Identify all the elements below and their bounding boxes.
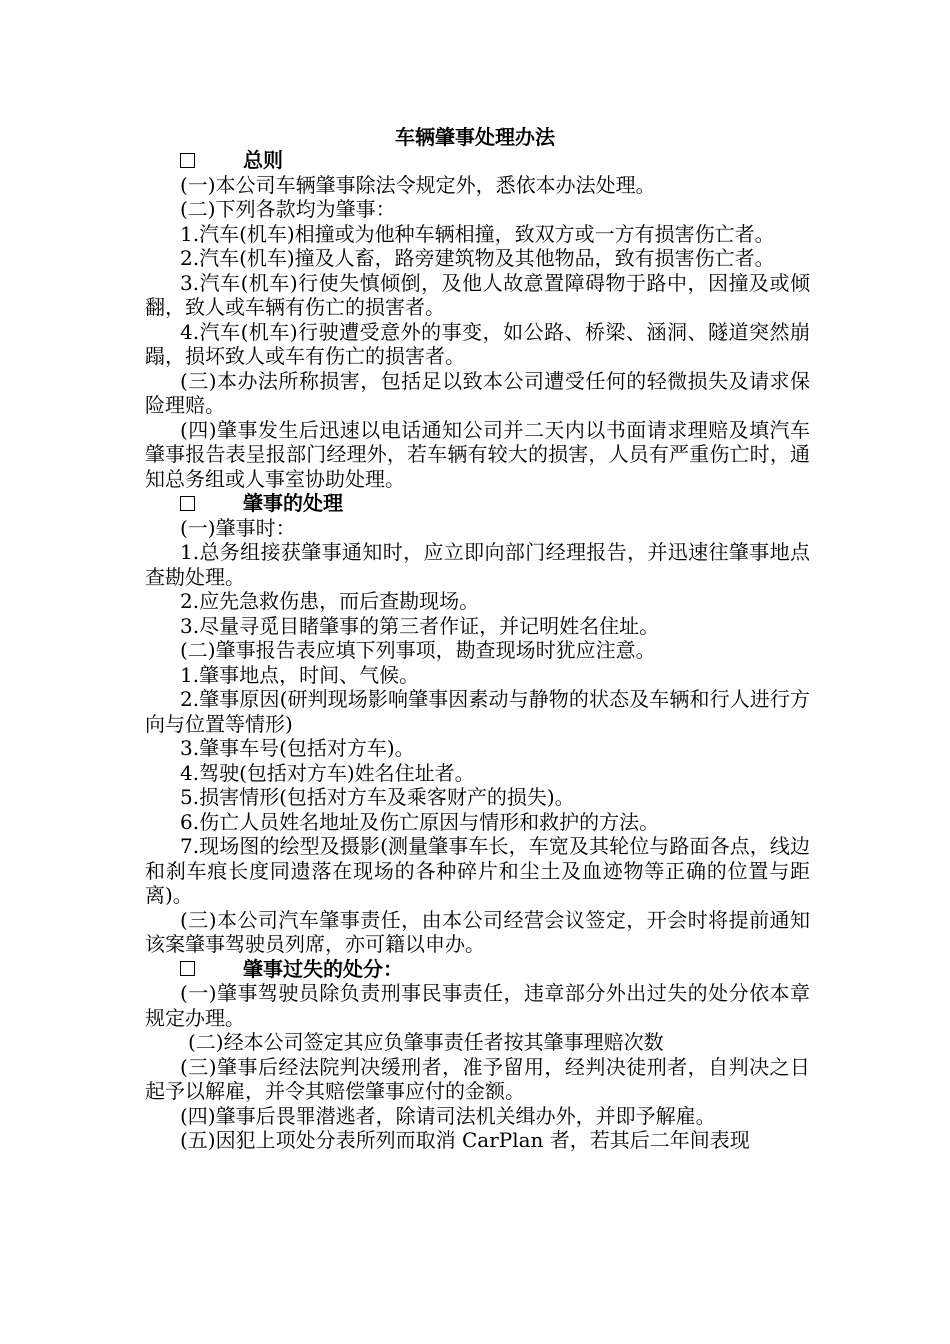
section-heading [145, 148, 810, 173]
paragraph: 3.肇事车号(包括对方车)。 [180, 736, 415, 760]
section-heading-text: 肇事过失的处分： [243, 956, 403, 981]
paragraph: 2.汽车(机车)撞及人畜，路旁建筑物及其他物品，致有损害伤亡者。 [180, 246, 775, 270]
paragraph: 2.肇事原因(研判现场影响肇事因素动与静物的状态及车辆和行人进行方向与位置等情形) [145, 687, 810, 736]
section-heading-text: 总则 [243, 148, 283, 172]
paragraph: (四)肇事发生后迅速以电话通知公司并二天内以书面请求理赔及填汽车肇事报告表呈报部门经理外，若车辆有较大的损害，人员有严重伤亡时，通知总务组或人事室协助处理。 [145, 417, 810, 491]
paragraph: (三)本办法所称损害，包括足以致本公司遭受任何的轻微损失及请求保险理赔。 [145, 368, 810, 417]
section-heading-text: 肇事的处理 [243, 491, 343, 515]
paragraph: (一)肇事时： [180, 515, 296, 540]
paragraph: (二)肇事报告表应填下列事项，勘查现场时犹应注意。 [180, 638, 656, 662]
paragraph: 3.汽车(机车)行使失慎倾倒，及他人故意置障碍物于路中，因撞及或倾翻，致人或车辆有伤亡的损害者。 [145, 270, 810, 319]
checkbox-square-icon [180, 153, 195, 168]
paragraph: 2.应先急救伤患，而后查勘现场。 [180, 589, 480, 613]
paragraph: 5.损害情形(包括对方车及乘客财产的损失)。 [180, 785, 575, 809]
paragraph: 6.伤亡人员姓名地址及伤亡原因与情形和救护的方法。 [180, 809, 660, 834]
document-title: 车辆肇事处理办法 [395, 125, 555, 149]
paragraph: (一)本公司车辆肇事除法令规定外，悉依本办法处理。 [180, 172, 656, 197]
paragraph: (四)肇事后畏罪潜逃者，除请司法机关缉办外，并即予解雇。 [180, 1103, 716, 1128]
paragraph: 3.尽量寻觅目睹肇事的第三者作证，并记明姓名住址。 [180, 613, 660, 638]
paragraph: 4.汽车(机车)行驶遭受意外的事变，如公路、桥梁、涵洞、隧道突然崩蹋，损坏致人或车有伤亡的损害者。 [145, 319, 810, 368]
section-heading [145, 957, 810, 982]
paragraph: (五)因犯上项处分表所列而取消 CarPlan 者，若其后二年间表现 [180, 1128, 750, 1152]
checkbox-square-icon [180, 961, 195, 976]
paragraph: 7.现场图的绘型及摄影(测量肇事车长，车宽及其轮位与路面各点，线边和刹车痕长度同遗落在现场的各种碎片和尘土及血迹物等正确的位置与距离)。 [145, 834, 810, 907]
paragraph: (三)肇事后经法院判决缓刑者，准予留用，经判决徒刑者，自判决之日起予以解雇，并令其赔偿肇事应付的金额。 [145, 1054, 810, 1103]
section-heading [145, 491, 810, 516]
checkbox-square-icon [180, 496, 195, 511]
paragraph: (三)本公司汽车肇事责任，由本公司经营会议签定，开会时将提前通知该案肇事驾驶员列席，亦可籍以申办。 [145, 907, 810, 956]
paragraph: (一)肇事驾驶员除负责刑事民事责任，违章部分外出过失的处分依本章规定办理。 [145, 981, 810, 1030]
paragraph: 1.汽车(机车)相撞或为他种车辆相撞，致双方或一方有损害伤亡者。 [180, 221, 775, 246]
paragraph: 1.总务组接获肇事通知时，应立即向部门经理报告，并迅速往肇事地点查勘处理。 [145, 540, 810, 589]
paragraph: (二)经本公司签定其应负肇事责任者按其肇事理赔次数 [188, 1030, 664, 1054]
document-body [145, 148, 810, 1153]
paragraph: 1.肇事地点，时间、气候。 [180, 662, 420, 687]
paragraph: (二)下列各款均为肇事： [180, 197, 396, 221]
paragraph: 4.驾驶(包括对方车)姓名住址者。 [180, 760, 475, 785]
